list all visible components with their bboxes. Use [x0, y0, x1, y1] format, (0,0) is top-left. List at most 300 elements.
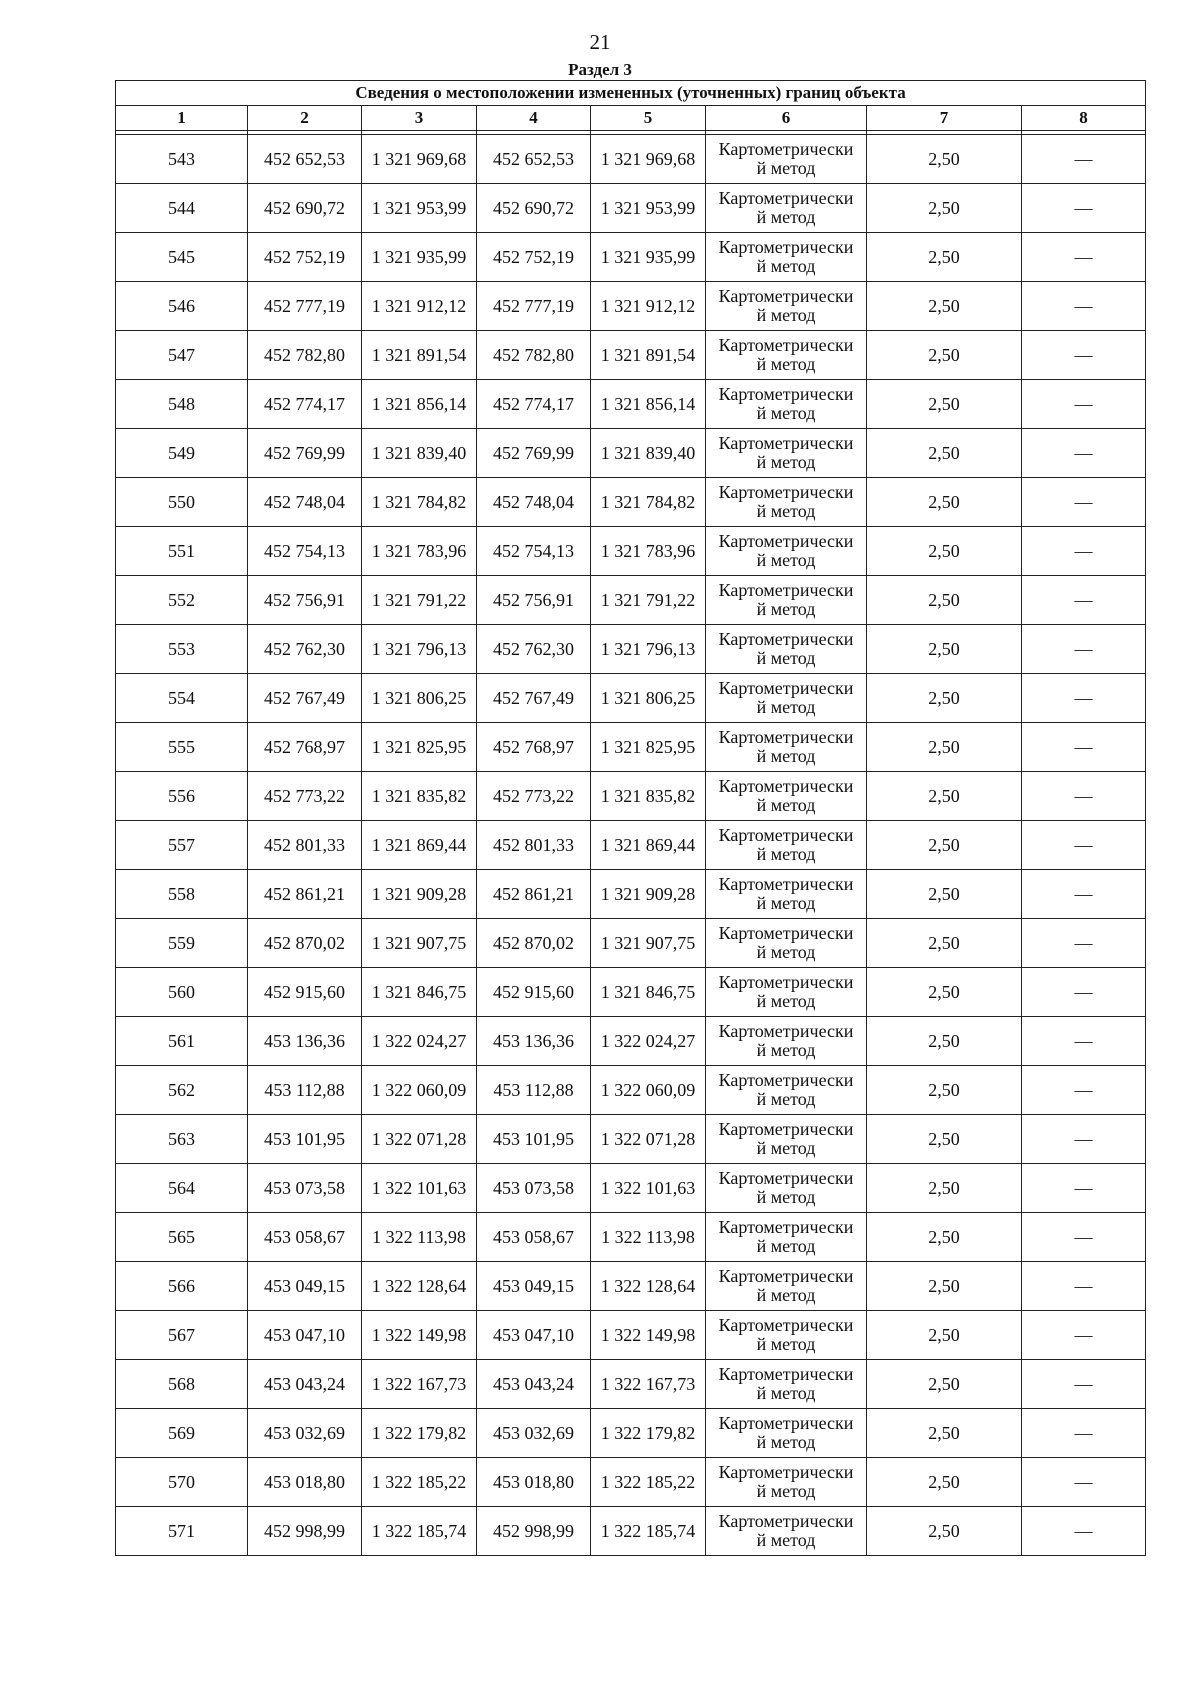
point-number-cell: 567	[116, 1311, 248, 1360]
method-text-line1: Картометрически	[718, 825, 854, 845]
method-text-line1: Картометрически	[718, 188, 854, 208]
method-text-line2: й метод	[756, 305, 816, 325]
table-row	[116, 625, 1146, 674]
coordinate-y-existing-cell: 1 321 912,12	[362, 282, 477, 331]
coordinate-y-refined-cell: 1 321 806,25	[591, 674, 706, 723]
description-cell: —	[1022, 870, 1146, 919]
table-row	[116, 380, 1146, 429]
coordinate-x-refined-cell: 452 801,33	[477, 821, 591, 870]
coordinate-y-refined-cell: 1 321 846,75	[591, 968, 706, 1017]
method-cell	[706, 1458, 867, 1507]
method-text-line2: й метод	[756, 1481, 816, 1501]
table-row	[116, 135, 1146, 184]
column-number: 8	[1022, 106, 1146, 131]
coordinate-x-refined-cell: 453 043,24	[477, 1360, 591, 1409]
accuracy-cell: 2,50	[867, 429, 1022, 478]
description-cell: —	[1022, 1507, 1146, 1556]
coordinate-y-refined-cell: 1 322 185,22	[591, 1458, 706, 1507]
description-cell: —	[1022, 184, 1146, 233]
page-number: 21	[589, 30, 611, 54]
method-cell	[706, 135, 867, 184]
accuracy-cell: 2,50	[867, 919, 1022, 968]
coordinate-y-refined-cell: 1 322 060,09	[591, 1066, 706, 1115]
point-number-cell: 570	[116, 1458, 248, 1507]
column-number: 2	[248, 106, 362, 131]
coordinate-x-refined-cell: 452 762,30	[477, 625, 591, 674]
point-number-cell: 556	[116, 772, 248, 821]
coordinate-y-existing-cell: 1 322 149,98	[362, 1311, 477, 1360]
coordinate-y-existing-cell: 1 322 024,27	[362, 1017, 477, 1066]
column-number: 6	[706, 106, 867, 131]
description-cell: —	[1022, 576, 1146, 625]
coordinate-x-refined-cell: 453 101,95	[477, 1115, 591, 1164]
method-text-line1: Картометрически	[718, 433, 854, 453]
coordinate-x-existing-cell: 452 769,99	[248, 429, 362, 478]
method-text-line2: й метод	[756, 1040, 816, 1060]
coordinate-y-refined-cell: 1 321 856,14	[591, 380, 706, 429]
method-text-line1: Картометрически	[718, 727, 854, 747]
coordinate-x-existing-cell: 452 767,49	[248, 674, 362, 723]
coordinate-y-existing-cell: 1 322 167,73	[362, 1360, 477, 1409]
coordinate-x-refined-cell: 452 774,17	[477, 380, 591, 429]
description-cell: —	[1022, 1213, 1146, 1262]
coordinate-y-refined-cell: 1 322 167,73	[591, 1360, 706, 1409]
coordinate-y-existing-cell: 1 321 784,82	[362, 478, 477, 527]
method-cell	[706, 723, 867, 772]
coordinate-x-refined-cell: 452 777,19	[477, 282, 591, 331]
method-cell	[706, 184, 867, 233]
method-text-line1: Картометрически	[718, 335, 854, 355]
coordinate-x-refined-cell: 453 058,67	[477, 1213, 591, 1262]
coordinate-x-refined-cell: 452 756,91	[477, 576, 591, 625]
coordinate-y-existing-cell: 1 321 909,28	[362, 870, 477, 919]
coordinate-x-existing-cell: 453 032,69	[248, 1409, 362, 1458]
point-number-cell: 548	[116, 380, 248, 429]
method-text-line1: Картометрически	[718, 1021, 854, 1041]
coordinate-y-refined-cell: 1 321 839,40	[591, 429, 706, 478]
method-cell	[706, 919, 867, 968]
table-row	[116, 576, 1146, 625]
point-number-cell: 563	[116, 1115, 248, 1164]
method-text-line2: й метод	[756, 1334, 816, 1354]
accuracy-cell: 2,50	[867, 1458, 1022, 1507]
coordinate-y-refined-cell: 1 322 101,63	[591, 1164, 706, 1213]
point-number-cell: 564	[116, 1164, 248, 1213]
accuracy-cell: 2,50	[867, 233, 1022, 282]
table-row	[116, 870, 1146, 919]
point-number-cell: 558	[116, 870, 248, 919]
coordinate-x-existing-cell: 452 774,17	[248, 380, 362, 429]
method-text-line2: й метод	[756, 1432, 816, 1452]
coordinate-y-existing-cell: 1 321 791,22	[362, 576, 477, 625]
point-number-cell: 552	[116, 576, 248, 625]
method-text-line1: Картометрически	[718, 1315, 854, 1335]
method-text-line2: й метод	[756, 403, 816, 423]
coordinate-x-refined-cell: 452 754,13	[477, 527, 591, 576]
accuracy-cell: 2,50	[867, 478, 1022, 527]
table-row	[116, 1360, 1146, 1409]
coordinate-x-refined-cell: 452 782,80	[477, 331, 591, 380]
point-number-cell: 566	[116, 1262, 248, 1311]
coordinate-x-refined-cell: 453 032,69	[477, 1409, 591, 1458]
method-cell	[706, 674, 867, 723]
description-cell: —	[1022, 282, 1146, 331]
method-text-line2: й метод	[756, 942, 816, 962]
point-number-cell: 557	[116, 821, 248, 870]
coordinate-x-existing-cell: 453 049,15	[248, 1262, 362, 1311]
accuracy-cell: 2,50	[867, 1017, 1022, 1066]
coordinate-x-refined-cell: 452 861,21	[477, 870, 591, 919]
coordinate-x-existing-cell: 452 752,19	[248, 233, 362, 282]
accuracy-cell: 2,50	[867, 1311, 1022, 1360]
accuracy-cell: 2,50	[867, 527, 1022, 576]
coordinate-x-existing-cell: 452 915,60	[248, 968, 362, 1017]
coordinate-x-existing-cell: 452 690,72	[248, 184, 362, 233]
method-text-line2: й метод	[756, 354, 816, 374]
description-cell: —	[1022, 723, 1146, 772]
accuracy-cell: 2,50	[867, 821, 1022, 870]
method-text-line1: Картометрически	[718, 776, 854, 796]
point-number-cell: 551	[116, 527, 248, 576]
method-cell	[706, 576, 867, 625]
description-cell: —	[1022, 625, 1146, 674]
coordinate-x-refined-cell: 452 752,19	[477, 233, 591, 282]
coordinate-x-refined-cell: 453 018,80	[477, 1458, 591, 1507]
method-cell	[706, 1213, 867, 1262]
coordinate-x-existing-cell: 452 861,21	[248, 870, 362, 919]
point-number-cell: 562	[116, 1066, 248, 1115]
coordinate-x-refined-cell: 453 112,88	[477, 1066, 591, 1115]
point-number-cell: 546	[116, 282, 248, 331]
point-number-cell: 550	[116, 478, 248, 527]
coordinate-y-existing-cell: 1 322 179,82	[362, 1409, 477, 1458]
description-cell: —	[1022, 919, 1146, 968]
coordinate-y-refined-cell: 1 321 907,75	[591, 919, 706, 968]
table-row	[116, 478, 1146, 527]
coordinate-y-refined-cell: 1 322 185,74	[591, 1507, 706, 1556]
method-cell	[706, 527, 867, 576]
section-title: Раздел 3	[568, 60, 632, 79]
method-cell	[706, 380, 867, 429]
accuracy-cell: 2,50	[867, 282, 1022, 331]
method-text-line2: й метод	[756, 256, 816, 276]
description-cell: —	[1022, 1311, 1146, 1360]
table-row	[116, 1458, 1146, 1507]
point-number-cell: 544	[116, 184, 248, 233]
coordinate-x-existing-cell: 452 801,33	[248, 821, 362, 870]
coordinate-y-refined-cell: 1 321 909,28	[591, 870, 706, 919]
table-row	[116, 1115, 1146, 1164]
method-cell	[706, 1311, 867, 1360]
method-text-line1: Картометрически	[718, 531, 854, 551]
accuracy-cell: 2,50	[867, 1213, 1022, 1262]
method-cell	[706, 478, 867, 527]
method-text-line1: Картометрически	[718, 1119, 854, 1139]
coordinate-x-existing-cell: 452 782,80	[248, 331, 362, 380]
coordinate-y-refined-cell: 1 322 128,64	[591, 1262, 706, 1311]
coordinate-x-existing-cell: 452 998,99	[248, 1507, 362, 1556]
coordinate-y-refined-cell: 1 322 149,98	[591, 1311, 706, 1360]
accuracy-cell: 2,50	[867, 723, 1022, 772]
coordinate-x-refined-cell: 452 769,99	[477, 429, 591, 478]
point-number-cell: 547	[116, 331, 248, 380]
coordinates-table	[115, 80, 1146, 1556]
coordinate-x-existing-cell: 453 047,10	[248, 1311, 362, 1360]
coordinate-y-existing-cell: 1 321 835,82	[362, 772, 477, 821]
table-row	[116, 527, 1146, 576]
coordinate-y-existing-cell: 1 321 806,25	[362, 674, 477, 723]
coordinate-x-refined-cell: 452 767,49	[477, 674, 591, 723]
coordinate-x-refined-cell: 452 773,22	[477, 772, 591, 821]
coordinate-x-refined-cell: 452 652,53	[477, 135, 591, 184]
point-number-cell: 565	[116, 1213, 248, 1262]
method-text-line1: Картометрически	[718, 482, 854, 502]
coordinate-x-existing-cell: 453 136,36	[248, 1017, 362, 1066]
method-cell	[706, 1507, 867, 1556]
coordinate-y-existing-cell: 1 321 825,95	[362, 723, 477, 772]
column-number: 3	[362, 106, 477, 131]
table-row	[116, 331, 1146, 380]
table-row	[116, 821, 1146, 870]
table-row	[116, 429, 1146, 478]
coordinate-x-existing-cell: 452 762,30	[248, 625, 362, 674]
description-cell: —	[1022, 1115, 1146, 1164]
accuracy-cell: 2,50	[867, 1409, 1022, 1458]
coordinate-y-refined-cell: 1 321 791,22	[591, 576, 706, 625]
accuracy-cell: 2,50	[867, 1066, 1022, 1115]
method-text-line2: й метод	[756, 746, 816, 766]
point-number-cell: 569	[116, 1409, 248, 1458]
coordinate-y-existing-cell: 1 321 846,75	[362, 968, 477, 1017]
coordinate-x-existing-cell: 453 101,95	[248, 1115, 362, 1164]
point-number-cell: 543	[116, 135, 248, 184]
coordinate-y-existing-cell: 1 321 935,99	[362, 233, 477, 282]
method-cell	[706, 1409, 867, 1458]
method-cell	[706, 625, 867, 674]
description-cell: —	[1022, 527, 1146, 576]
accuracy-cell: 2,50	[867, 968, 1022, 1017]
accuracy-cell: 2,50	[867, 135, 1022, 184]
accuracy-cell: 2,50	[867, 1262, 1022, 1311]
method-text-line1: Картометрически	[718, 384, 854, 404]
method-text-line2: й метод	[756, 1285, 816, 1305]
coordinate-y-refined-cell: 1 321 835,82	[591, 772, 706, 821]
coordinate-y-refined-cell: 1 321 935,99	[591, 233, 706, 282]
coordinate-x-existing-cell: 452 754,13	[248, 527, 362, 576]
accuracy-cell: 2,50	[867, 772, 1022, 821]
accuracy-cell: 2,50	[867, 380, 1022, 429]
method-text-line1: Картометрически	[718, 286, 854, 306]
table-row	[116, 968, 1146, 1017]
coordinate-y-existing-cell: 1 321 796,13	[362, 625, 477, 674]
coordinate-x-existing-cell: 453 043,24	[248, 1360, 362, 1409]
method-cell	[706, 282, 867, 331]
coordinate-y-refined-cell: 1 321 825,95	[591, 723, 706, 772]
coordinate-x-refined-cell: 453 136,36	[477, 1017, 591, 1066]
method-text-line1: Картометрически	[718, 874, 854, 894]
column-number: 1	[116, 106, 248, 131]
method-text-line1: Картометрически	[718, 923, 854, 943]
coordinate-y-existing-cell: 1 321 856,14	[362, 380, 477, 429]
description-cell: —	[1022, 380, 1146, 429]
coordinate-y-refined-cell: 1 322 024,27	[591, 1017, 706, 1066]
coordinate-y-refined-cell: 1 321 969,68	[591, 135, 706, 184]
coordinate-y-existing-cell: 1 322 185,22	[362, 1458, 477, 1507]
accuracy-cell: 2,50	[867, 674, 1022, 723]
coordinate-x-existing-cell: 452 773,22	[248, 772, 362, 821]
accuracy-cell: 2,50	[867, 625, 1022, 674]
table-row	[116, 184, 1146, 233]
coordinate-y-existing-cell: 1 322 071,28	[362, 1115, 477, 1164]
method-text-line2: й метод	[756, 207, 816, 227]
table-row	[116, 1017, 1146, 1066]
coordinate-x-existing-cell: 452 652,53	[248, 135, 362, 184]
point-number-cell: 549	[116, 429, 248, 478]
description-cell: —	[1022, 135, 1146, 184]
point-number-cell: 561	[116, 1017, 248, 1066]
coordinate-y-refined-cell: 1 321 912,12	[591, 282, 706, 331]
description-cell: —	[1022, 968, 1146, 1017]
method-cell	[706, 1164, 867, 1213]
coordinate-y-existing-cell: 1 322 101,63	[362, 1164, 477, 1213]
method-cell	[706, 1115, 867, 1164]
coordinate-x-existing-cell: 452 870,02	[248, 919, 362, 968]
coordinate-x-refined-cell: 452 690,72	[477, 184, 591, 233]
method-text-line2: й метод	[756, 1383, 816, 1403]
coordinate-x-refined-cell: 453 049,15	[477, 1262, 591, 1311]
method-text-line1: Картометрически	[718, 139, 854, 159]
coordinate-x-refined-cell: 453 073,58	[477, 1164, 591, 1213]
coordinate-y-refined-cell: 1 322 179,82	[591, 1409, 706, 1458]
description-cell: —	[1022, 1066, 1146, 1115]
table-row	[116, 772, 1146, 821]
coordinate-x-existing-cell: 452 768,97	[248, 723, 362, 772]
coordinate-y-existing-cell: 1 322 185,74	[362, 1507, 477, 1556]
coordinate-y-existing-cell: 1 321 839,40	[362, 429, 477, 478]
coordinate-y-existing-cell: 1 322 113,98	[362, 1213, 477, 1262]
method-cell	[706, 1262, 867, 1311]
table-row	[116, 282, 1146, 331]
description-cell: —	[1022, 1262, 1146, 1311]
method-text-line1: Картометрически	[718, 1168, 854, 1188]
accuracy-cell: 2,50	[867, 1164, 1022, 1213]
coordinate-y-existing-cell: 1 322 128,64	[362, 1262, 477, 1311]
coordinate-y-refined-cell: 1 321 891,54	[591, 331, 706, 380]
coordinate-y-refined-cell: 1 321 796,13	[591, 625, 706, 674]
description-cell: —	[1022, 1017, 1146, 1066]
description-cell: —	[1022, 1360, 1146, 1409]
table-row	[116, 1164, 1146, 1213]
coordinate-x-existing-cell: 452 748,04	[248, 478, 362, 527]
coordinate-y-existing-cell: 1 321 783,96	[362, 527, 477, 576]
method-text-line1: Картометрически	[718, 1413, 854, 1433]
description-cell: —	[1022, 331, 1146, 380]
coordinate-y-refined-cell: 1 321 953,99	[591, 184, 706, 233]
method-text-line2: й метод	[756, 1089, 816, 1109]
coordinate-x-existing-cell: 453 073,58	[248, 1164, 362, 1213]
coordinate-y-existing-cell: 1 321 969,68	[362, 135, 477, 184]
description-cell: —	[1022, 478, 1146, 527]
accuracy-cell: 2,50	[867, 331, 1022, 380]
coordinate-x-existing-cell: 452 777,19	[248, 282, 362, 331]
coordinate-x-existing-cell: 453 112,88	[248, 1066, 362, 1115]
coordinate-x-refined-cell: 452 915,60	[477, 968, 591, 1017]
point-number-cell: 571	[116, 1507, 248, 1556]
method-text-line1: Картометрически	[718, 580, 854, 600]
column-number-row	[116, 106, 1146, 131]
coordinate-x-refined-cell: 452 748,04	[477, 478, 591, 527]
table-row	[116, 1507, 1146, 1556]
accuracy-cell: 2,50	[867, 1115, 1022, 1164]
description-cell: —	[1022, 772, 1146, 821]
method-text-line2: й метод	[756, 648, 816, 668]
description-cell: —	[1022, 1409, 1146, 1458]
coordinate-x-existing-cell: 453 018,80	[248, 1458, 362, 1507]
method-text-line2: й метод	[756, 1530, 816, 1550]
point-number-cell: 560	[116, 968, 248, 1017]
point-number-cell: 555	[116, 723, 248, 772]
column-number: 7	[867, 106, 1022, 131]
description-cell: —	[1022, 821, 1146, 870]
point-number-cell: 559	[116, 919, 248, 968]
method-cell	[706, 968, 867, 1017]
accuracy-cell: 2,50	[867, 184, 1022, 233]
coordinate-y-refined-cell: 1 321 869,44	[591, 821, 706, 870]
coordinate-x-existing-cell: 452 756,91	[248, 576, 362, 625]
description-cell: —	[1022, 1458, 1146, 1507]
method-text-line2: й метод	[756, 1138, 816, 1158]
accuracy-cell: 2,50	[867, 1360, 1022, 1409]
column-number: 5	[591, 106, 706, 131]
coordinate-x-refined-cell: 452 768,97	[477, 723, 591, 772]
method-text-line1: Картометрически	[718, 1266, 854, 1286]
description-cell: —	[1022, 1164, 1146, 1213]
method-cell	[706, 331, 867, 380]
coordinate-y-refined-cell: 1 322 113,98	[591, 1213, 706, 1262]
method-text-line2: й метод	[756, 550, 816, 570]
table-row	[116, 1409, 1146, 1458]
method-text-line1: Картометрически	[718, 629, 854, 649]
method-text-line1: Картометрически	[718, 1070, 854, 1090]
accuracy-cell: 2,50	[867, 1507, 1022, 1556]
method-text-line2: й метод	[756, 991, 816, 1011]
method-text-line2: й метод	[756, 452, 816, 472]
coordinate-y-existing-cell: 1 321 869,44	[362, 821, 477, 870]
method-cell	[706, 233, 867, 282]
table-row	[116, 1066, 1146, 1115]
description-cell: —	[1022, 429, 1146, 478]
method-text-line1: Картометрически	[718, 1217, 854, 1237]
method-cell	[706, 429, 867, 478]
coordinate-x-existing-cell: 453 058,67	[248, 1213, 362, 1262]
method-text-line2: й метод	[756, 795, 816, 815]
method-cell	[706, 1066, 867, 1115]
method-text-line1: Картометрически	[718, 1462, 854, 1482]
coordinate-y-refined-cell: 1 321 784,82	[591, 478, 706, 527]
method-cell	[706, 1017, 867, 1066]
point-number-cell: 568	[116, 1360, 248, 1409]
accuracy-cell: 2,50	[867, 870, 1022, 919]
coordinate-y-existing-cell: 1 322 060,09	[362, 1066, 477, 1115]
table-row	[116, 233, 1146, 282]
coordinate-y-existing-cell: 1 321 891,54	[362, 331, 477, 380]
coordinate-x-refined-cell: 452 998,99	[477, 1507, 591, 1556]
coordinate-y-refined-cell: 1 322 071,28	[591, 1115, 706, 1164]
method-cell	[706, 870, 867, 919]
method-text-line1: Картометрически	[718, 678, 854, 698]
method-cell	[706, 1360, 867, 1409]
table-row	[116, 1213, 1146, 1262]
